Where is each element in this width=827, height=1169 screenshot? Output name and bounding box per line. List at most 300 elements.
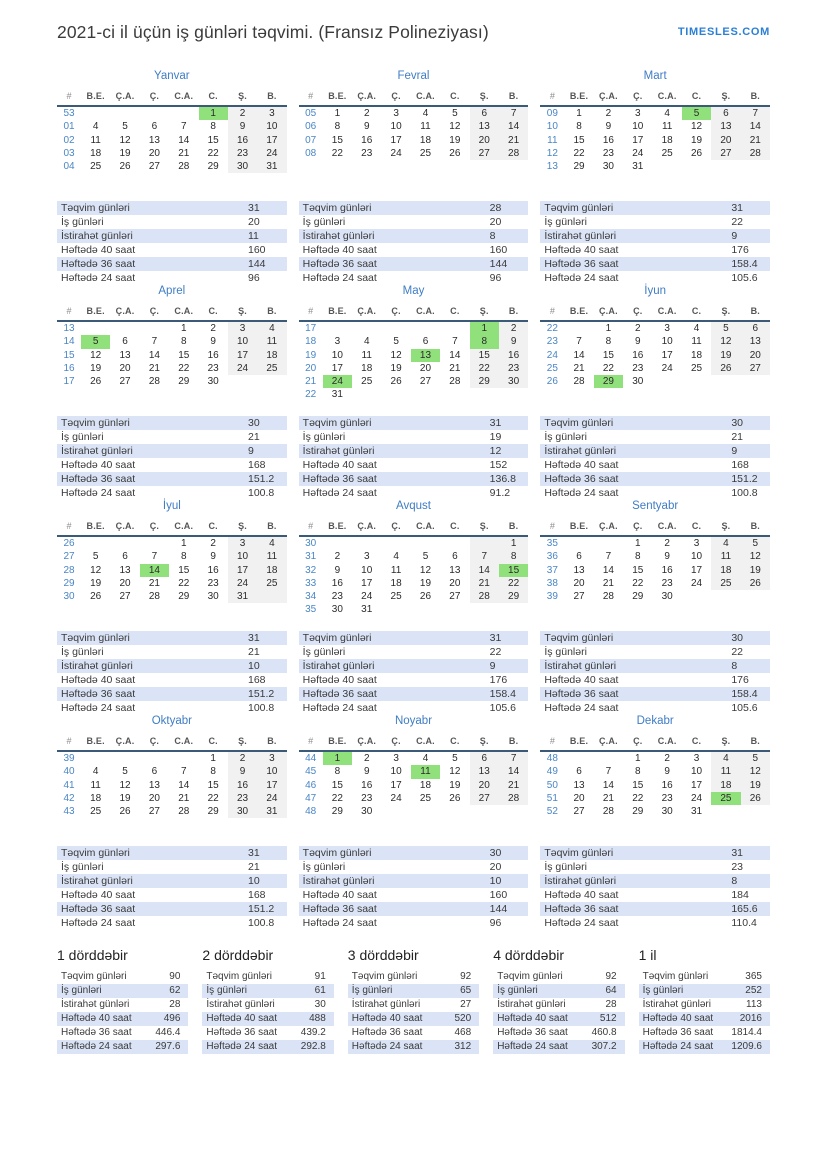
- stat-value: 1814.4: [731, 1027, 762, 1038]
- day-cell: 26: [90, 375, 102, 387]
- stat-label: Həftədə 24 saat: [61, 917, 136, 929]
- week-number: 25: [546, 362, 558, 374]
- stat-value: 158.4: [731, 688, 758, 700]
- day-cell: [741, 160, 770, 173]
- day-header: Ç.: [391, 521, 401, 531]
- month-stats-table: [540, 201, 770, 285]
- stat-label: Təqvim günləri: [497, 971, 563, 982]
- stat-label: Həftədə 40 saat: [302, 889, 377, 901]
- stat-label: Həftədə 40 saat: [544, 674, 619, 686]
- day-cell: 11: [711, 550, 740, 563]
- day-cell: 27: [449, 590, 461, 602]
- day-cell: 1: [576, 108, 582, 120]
- week-number: 34: [305, 590, 317, 602]
- week-number: 07: [305, 134, 317, 146]
- stat-label: Həftədə 40 saat: [61, 244, 136, 256]
- day-cell: [411, 537, 440, 550]
- week-number: 21: [305, 375, 317, 387]
- stat-label: İstirahət günləri: [544, 445, 617, 457]
- stat-value: 292.8: [300, 1041, 326, 1052]
- day-header: B.: [508, 306, 519, 316]
- week-row: [540, 779, 770, 792]
- day-cell: 27: [470, 792, 499, 805]
- day-cell: 24: [690, 577, 703, 589]
- day-cell: 5: [741, 537, 770, 550]
- day-cell: 23: [661, 792, 673, 804]
- day-header: Ş.: [479, 736, 489, 746]
- day-cell: 29: [499, 590, 528, 603]
- calendar-header-row: [299, 305, 529, 322]
- stat-label: Həftədə 36 saat: [206, 1027, 277, 1038]
- day-cell: 5: [741, 752, 770, 765]
- stat-value: 144: [248, 258, 266, 270]
- week-row: [299, 564, 529, 577]
- day-cell: 22: [331, 792, 343, 804]
- month-calendar: [540, 285, 770, 500]
- day-cell: 30: [228, 805, 257, 818]
- day-cell: 23: [661, 577, 673, 589]
- stat-label: Həftədə 24 saat: [61, 1041, 132, 1052]
- day-cell: 30: [207, 590, 219, 602]
- day-cell: 2: [334, 551, 341, 563]
- day-cell: [257, 375, 286, 388]
- day-cell: 24: [228, 577, 257, 590]
- stat-value: 252: [745, 985, 762, 996]
- day-cell: 10: [228, 550, 257, 563]
- day-cell: 12: [449, 766, 461, 778]
- day-cell: [352, 537, 381, 550]
- summary-row: [202, 1012, 333, 1026]
- stats-row: [57, 444, 287, 458]
- day-cell: 6: [151, 766, 158, 778]
- stat-label: İstirahət günləri: [351, 999, 421, 1010]
- day-cell: 12: [90, 564, 102, 576]
- day-header: B.E.: [86, 736, 105, 746]
- day-cell: [711, 590, 740, 603]
- stat-label: Həftədə 24 saat: [302, 487, 377, 499]
- day-header: C.: [450, 736, 460, 746]
- day-cell: 25: [419, 792, 432, 804]
- day-cell: 7: [576, 336, 582, 348]
- month-calendar: [299, 715, 529, 930]
- stat-value: 27: [460, 999, 472, 1010]
- stat-label: Həftədə 36 saat: [302, 258, 377, 270]
- day-cell: 31: [632, 160, 644, 172]
- stats-row: [540, 416, 770, 430]
- week-number-header: #: [308, 521, 314, 531]
- stat-value: 9: [248, 445, 254, 457]
- stat-value: 20: [489, 861, 502, 873]
- stat-value: 105.6: [731, 702, 758, 714]
- summary-row: [493, 1026, 624, 1040]
- summary-row: [348, 1012, 479, 1026]
- day-cell: 14: [148, 349, 160, 361]
- stat-value: 9: [731, 230, 738, 242]
- day-header: B.E.: [86, 521, 105, 531]
- brand-link[interactable]: TIMESLES.COM: [677, 26, 770, 38]
- stat-label: Həftədə 36 saat: [544, 903, 619, 915]
- day-cell: 13: [148, 134, 160, 146]
- month-stats-table: [540, 846, 770, 930]
- stat-value: 20: [489, 216, 502, 228]
- week-number-header: #: [549, 306, 555, 316]
- week-number: 22: [546, 323, 558, 335]
- week-row: [540, 120, 770, 133]
- day-cell: 11: [661, 121, 673, 133]
- day-cell: 2: [363, 753, 370, 765]
- summary-row: [348, 970, 479, 984]
- stat-label: Həftədə 24 saat: [351, 1041, 423, 1052]
- day-cell: 2: [664, 538, 670, 550]
- stats-row: [299, 631, 529, 645]
- day-cell: 9: [664, 551, 670, 563]
- day-header: C.A.: [416, 521, 435, 531]
- day-cell: 18: [690, 349, 703, 361]
- week-number: 02: [63, 134, 75, 146]
- day-header: C.A.: [174, 306, 194, 316]
- stats-row: [540, 458, 770, 472]
- day-header: Ç.A.: [357, 306, 377, 316]
- week-row: [57, 134, 287, 147]
- day-cell: 11: [691, 336, 702, 348]
- week-number: 42: [63, 792, 75, 804]
- day-cell: [323, 322, 352, 335]
- stat-label: Həftədə 36 saat: [351, 1027, 423, 1038]
- day-header: C.: [450, 306, 460, 316]
- week-row: [57, 335, 287, 348]
- day-cell: 27: [119, 590, 131, 602]
- day-cell: 26: [419, 590, 432, 602]
- stat-label: Həftədə 36 saat: [544, 688, 619, 700]
- summary-row: [348, 998, 479, 1012]
- week-row: [299, 537, 529, 550]
- day-cell: 23: [361, 792, 373, 804]
- stat-label: Təqvim günləri: [61, 417, 130, 429]
- month-calendar: [540, 715, 770, 930]
- week-row: [57, 779, 287, 792]
- week-row: [540, 107, 770, 120]
- day-cell: 2: [499, 322, 528, 335]
- stat-label: İstirahət günləri: [61, 445, 133, 457]
- stat-value: 100.8: [248, 917, 275, 929]
- week-row: [57, 577, 287, 590]
- month-title: İyul: [162, 500, 181, 512]
- week-number: 17: [63, 375, 75, 387]
- stat-value: 168: [248, 459, 266, 471]
- stat-value: 168: [248, 889, 266, 901]
- day-cell: 31: [228, 590, 257, 603]
- day-cell: 12: [449, 121, 461, 133]
- day-cell: 6: [151, 121, 158, 133]
- week-number: 30: [63, 590, 75, 602]
- month-calendar: [299, 70, 529, 285]
- week-row: [299, 349, 529, 362]
- day-cell: 19: [119, 147, 131, 159]
- day-cell: [470, 388, 499, 401]
- day-cell: 18: [711, 779, 740, 792]
- day-cell: 30: [228, 160, 257, 173]
- day-cell: 31: [331, 389, 343, 401]
- summary-title: 1 dörddəbir: [57, 947, 128, 963]
- week-row: [57, 362, 287, 375]
- day-cell: 13: [711, 120, 740, 133]
- day-cell: 1: [210, 753, 216, 765]
- quarter-row: [57, 500, 770, 715]
- month-stats-table: [540, 631, 770, 715]
- day-header: B.: [750, 521, 760, 531]
- stat-label: İstirahət günləri: [61, 999, 130, 1010]
- stat-value: 30: [248, 417, 260, 429]
- day-cell: 16: [331, 577, 343, 589]
- stat-value: 21: [248, 861, 260, 873]
- calendar-header-row: [540, 90, 770, 107]
- week-number-header: #: [308, 306, 314, 316]
- stats-row: [57, 860, 287, 874]
- day-cell: 14: [499, 765, 528, 778]
- stat-value: 176: [731, 244, 749, 256]
- day-cell: 17: [632, 134, 644, 146]
- stat-value: 31: [248, 632, 260, 644]
- stat-value: 151.2: [248, 688, 275, 700]
- week-number-header: #: [66, 306, 72, 316]
- calendar-header-row: [57, 735, 287, 752]
- day-cell: 26: [711, 362, 740, 375]
- week-number: 09: [546, 108, 558, 120]
- day-header: Ş.: [238, 91, 248, 101]
- calendar-header-row: [540, 305, 770, 322]
- week-number: 19: [305, 349, 317, 361]
- stat-value: 468: [454, 1027, 472, 1038]
- stat-value: 113: [746, 999, 762, 1010]
- week-number: 10: [546, 121, 558, 133]
- stat-label: İstirahət günləri: [61, 875, 133, 887]
- week-row: [299, 335, 529, 348]
- summary-title: 1 il: [638, 947, 657, 963]
- day-cell: 16: [228, 779, 257, 792]
- day-header: B.: [508, 736, 519, 746]
- week-row: [299, 752, 529, 765]
- week-row: [299, 375, 529, 388]
- stat-label: İş günləri: [544, 861, 587, 873]
- week-row: [299, 792, 529, 805]
- day-cell: [682, 160, 711, 173]
- week-number: 45: [305, 766, 317, 778]
- day-cell: [499, 603, 528, 616]
- stat-value: 160: [489, 244, 508, 256]
- stat-value: 91: [314, 971, 326, 982]
- day-cell: 20: [711, 134, 740, 147]
- day-cell: [381, 322, 410, 335]
- summary-row: [57, 1040, 188, 1054]
- day-cell: 10: [228, 335, 257, 348]
- summary-row: [639, 1026, 770, 1040]
- summary-title: 2 dörddəbir: [202, 947, 274, 963]
- stat-label: Həftədə 40 saat: [61, 674, 136, 686]
- day-cell: 19: [741, 779, 770, 792]
- stat-label: İstirahət günləri: [544, 660, 617, 672]
- day-cell: [711, 160, 740, 173]
- week-number: 48: [546, 753, 558, 765]
- day-cell: 5: [122, 121, 128, 133]
- day-cell: 26: [90, 590, 102, 602]
- stat-value: 8: [731, 660, 738, 672]
- day-cell: 26: [449, 792, 461, 804]
- day-cell: [652, 160, 681, 173]
- day-cell: 25: [661, 147, 673, 159]
- day-cell: [564, 537, 593, 550]
- day-cell: 30: [632, 375, 644, 387]
- day-header: B.E.: [569, 736, 589, 746]
- stat-label: Həftədə 24 saat: [544, 272, 619, 284]
- day-cell: 19: [711, 349, 740, 362]
- day-cell: [564, 752, 593, 765]
- stat-label: Həftədə 40 saat: [206, 1013, 277, 1024]
- stat-value: 31: [731, 202, 744, 214]
- day-header: Ç.A.: [115, 736, 135, 746]
- week-number: 15: [63, 349, 75, 361]
- stats-row: [540, 229, 770, 243]
- stat-value: 96: [489, 917, 502, 929]
- quarter-row: [57, 715, 770, 930]
- day-cell: 6: [741, 322, 770, 335]
- stat-label: İş günləri: [642, 985, 684, 996]
- day-cell: 3: [363, 551, 370, 563]
- day-header: Ç.A.: [357, 91, 377, 101]
- day-cell: 15: [632, 564, 644, 576]
- day-cell: 24: [257, 147, 286, 160]
- month-stats-table: [57, 201, 287, 285]
- week-number: 05: [305, 108, 317, 120]
- day-header: B.: [267, 521, 277, 531]
- day-cell: 18: [419, 779, 432, 791]
- day-cell: 19: [390, 362, 402, 374]
- stat-label: İş günləri: [206, 985, 247, 996]
- summary-row: [493, 984, 624, 998]
- week-row: [540, 537, 770, 550]
- stat-label: İstirahət günləri: [497, 999, 566, 1010]
- day-cell: 8: [210, 121, 216, 133]
- stat-value: 96: [248, 272, 260, 284]
- week-number: 23: [546, 336, 558, 348]
- stat-label: Təqvim günləri: [544, 847, 614, 859]
- day-cell: 1: [334, 108, 341, 120]
- week-row: [57, 765, 287, 778]
- day-cell: 3: [257, 107, 286, 120]
- stat-value: 12: [489, 445, 502, 457]
- week-number: 31: [305, 551, 317, 563]
- stats-row: [540, 215, 770, 229]
- day-cell: 18: [661, 134, 673, 146]
- calendar-header-row: [540, 520, 770, 537]
- day-cell: 27: [573, 805, 585, 817]
- day-cell: 17: [690, 564, 703, 576]
- day-cell: 20: [741, 349, 770, 362]
- week-number: 06: [305, 121, 317, 133]
- day-cell: 15: [207, 134, 219, 146]
- week-number: 30: [305, 538, 317, 550]
- day-cell: 16: [661, 564, 673, 576]
- day-cell: 4: [92, 121, 99, 133]
- day-cell: 20: [573, 792, 585, 804]
- stat-value: 297.6: [155, 1041, 181, 1052]
- summary-row: [493, 970, 624, 984]
- day-cell: [594, 752, 623, 765]
- stat-value: 19: [489, 431, 502, 443]
- day-cell: 16: [661, 779, 673, 791]
- day-header: Ç.: [149, 91, 160, 101]
- stats-row: [540, 243, 770, 257]
- day-cell: 10: [690, 551, 703, 563]
- page-title: 2021-ci il üçün iş günləri təqvimi. (Fransız Polineziyası): [57, 22, 489, 42]
- week-row: [540, 577, 770, 590]
- day-cell: 5: [122, 766, 128, 778]
- day-cell: 11: [257, 550, 286, 563]
- day-cell: 12: [119, 134, 131, 146]
- stat-label: Təqvim günləri: [642, 971, 709, 982]
- calendar-header-row: [299, 90, 529, 107]
- day-cell: 22: [632, 792, 644, 804]
- stat-label: Həftədə 40 saat: [61, 889, 136, 901]
- day-cell: 18: [361, 362, 373, 374]
- summary-row: [348, 984, 479, 998]
- summary-row: [202, 1040, 333, 1054]
- stats-row: [540, 659, 770, 673]
- day-cell: 28: [178, 805, 190, 817]
- day-cell: 14: [449, 349, 461, 361]
- day-cell: 16: [361, 779, 373, 791]
- day-cell: 17: [690, 779, 703, 791]
- stat-value: 168: [731, 459, 749, 471]
- stats-row: [57, 916, 287, 930]
- day-cell: 16: [632, 349, 644, 361]
- page-header: [0, 0, 827, 43]
- stat-value: 144: [489, 258, 508, 270]
- day-cell: 14: [602, 564, 614, 576]
- day-cell: [110, 107, 139, 120]
- day-cell: 5: [92, 551, 99, 563]
- day-cell: 20: [573, 577, 585, 589]
- stat-value: 28: [169, 999, 181, 1010]
- summary-row: [202, 984, 333, 998]
- day-cell: 4: [422, 108, 429, 120]
- stat-label: İş günləri: [302, 431, 346, 443]
- week-number: 26: [63, 538, 75, 550]
- day-header: Ç.A.: [357, 736, 377, 746]
- stats-row: [57, 888, 287, 902]
- day-cell: [440, 805, 469, 818]
- day-cell: 6: [576, 766, 582, 778]
- summary-row: [348, 1040, 479, 1054]
- day-cell: [411, 603, 440, 616]
- stat-value: 22: [731, 646, 744, 658]
- day-header: C.: [208, 91, 218, 101]
- week-row: [57, 120, 287, 133]
- stat-value: 105.6: [731, 272, 758, 284]
- year-summary-section: [57, 947, 770, 1054]
- day-header: B.E.: [328, 736, 347, 746]
- day-cell: 22: [178, 362, 190, 374]
- day-cell: 22: [573, 147, 585, 159]
- week-row: [57, 537, 287, 550]
- day-cell: 20: [119, 362, 131, 374]
- day-header: Ç.A.: [115, 521, 135, 531]
- stats-row: [540, 645, 770, 659]
- stat-value: 151.2: [248, 903, 275, 915]
- month-title: Sentyabr: [632, 500, 679, 512]
- day-header: B.E.: [86, 306, 105, 316]
- stat-label: Həftədə 36 saat: [61, 473, 136, 485]
- stat-value: 312: [454, 1041, 472, 1052]
